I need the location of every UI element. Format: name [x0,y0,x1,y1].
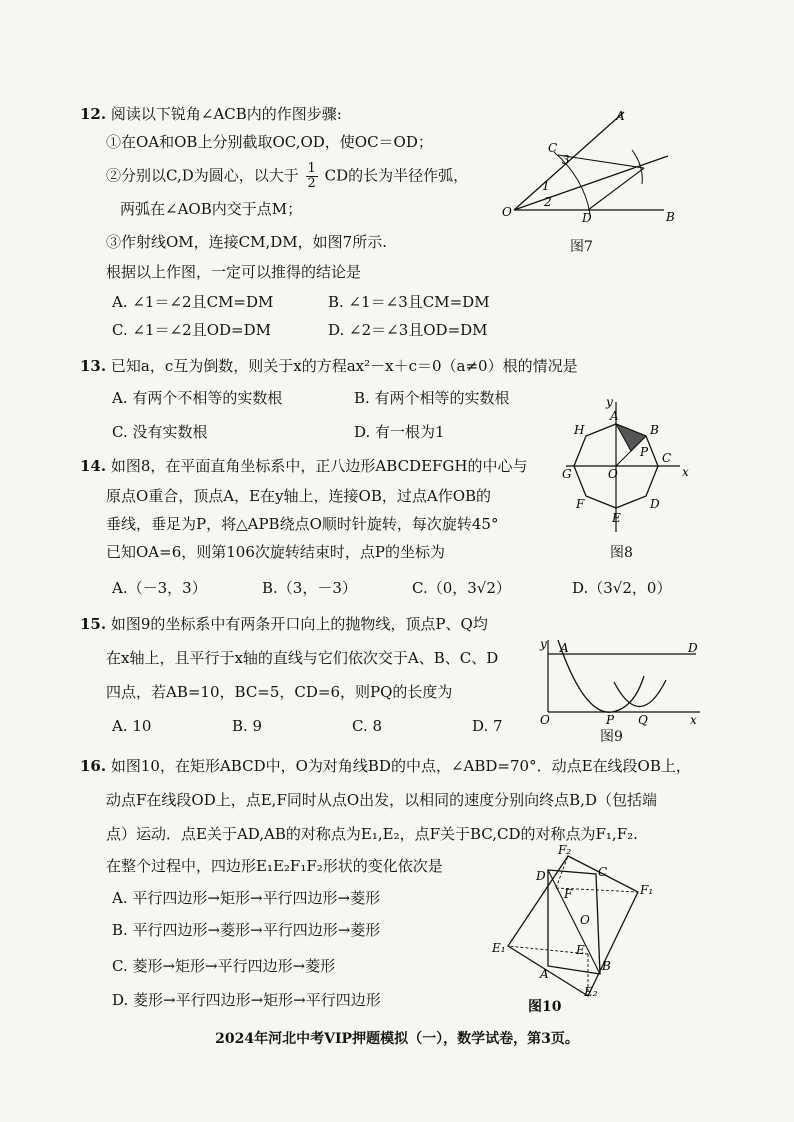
fig10-label-d: D [536,869,546,883]
fig8-label-d: D [650,497,660,511]
fig8-label-a: A [610,409,619,423]
fig7-label-1: 1 [542,179,550,193]
q14-line4: 已知OA=6，则第106次旋转结束时，点P的坐标为 [106,543,445,561]
q15-number: 15. [80,615,107,633]
fig8-caption: 图8 [610,545,633,561]
fig10-label-e2: E₂ [584,985,598,999]
figure-9 [540,636,706,730]
q12-stem [80,104,342,124]
q12-step2-b: CD的长为半径作弧， [324,166,469,185]
q16-option-b: B. 平行四边形→菱形→平行四边形→菱形 [112,921,381,939]
q12-fraction-num: 1 [307,161,316,176]
q12-number: 12. [80,105,107,123]
q14-line1 [80,456,528,476]
fig10-label-c: C [598,865,608,879]
q14-line1-text: 如图8，在平面直角坐标系中，正八边形ABCDEFGH的中心与 [110,457,528,475]
q12-option-a: A. ∠1＝∠2且CM=DM [112,293,274,311]
fig8-label-g: G [562,467,572,481]
q15-option-d: D. 7 [472,717,503,735]
q12-step3: ③作射线OM，连接CM,DM，如图7所示. [106,233,387,251]
q12-step2 [106,162,468,191]
q12-step1: ①在OA和OB上分别截取OC,OD，使OC＝OD； [106,133,433,151]
q14-option-c: C.（0，3√2） [412,579,511,597]
q13-option-b: B. 有两个相等的实数根 [354,389,510,407]
fig9-label-o: O [540,713,550,727]
fig9-label-y: y [540,637,547,651]
fig8-label-e: E [612,511,621,525]
q15-option-c: C. 8 [352,717,383,735]
fig9-label-d: D [688,641,698,655]
q12-step2c: 两弧在∠AOB内交于点M； [120,200,303,218]
q15-line1 [80,614,488,634]
q14-number: 14. [80,457,107,475]
fig8-label-o: O [608,467,618,481]
q13-stem [80,356,578,376]
fig8-label-c: C [662,451,672,465]
fig8-label-x: x [682,465,689,479]
fig7-label-o: O [502,205,512,219]
q16-line3: 点）运动．点E关于AD,AB的对称点为E₁,E₂，点F关于BC,CD的对称点为F₁,F₂. [106,825,638,843]
q13-number: 13. [80,357,107,375]
q13-stem-text: 已知a，c互为倒数，则关于x的方程ax²－x＋c＝0（a≠0）根的情况是 [110,357,578,375]
q16-line4: 在整个过程中，四边形E₁E₂F₁F₂形状的变化依次是 [106,857,443,875]
fig10-label-f1: F₁ [640,883,654,897]
fig10-label-f2: F₂ [558,843,572,857]
fig8-label-b: B [650,423,659,437]
fig8-label-p: P [640,445,649,459]
fig10-label-b: B [602,959,611,973]
fig10-label-a: A [540,967,549,981]
q15-line2: 在x轴上，且平行于x轴的直线与它们依次交于A、B、C、D [106,649,499,667]
fig9-label-p: P [606,713,615,727]
fig8-label-y: y [606,395,613,409]
q13-option-c: C. 没有实数根 [112,423,208,441]
fig7-label-c: C [548,141,558,155]
q12-step2-a: ②分别以C,D为圆心，以大于 [106,166,299,185]
q16-line2: 动点F在线段OD上，点E,F同时从点O出发，以相同的速度分别向终点B,D（包括端 [106,791,657,809]
q16-option-c: C. 菱形→矩形→平行四边形→菱形 [112,957,336,975]
q15-option-b: B. 9 [232,717,263,735]
q16-number: 16. [80,757,107,775]
fig7-label-2: 2 [544,195,552,209]
fig7-label-a: A [616,109,625,123]
figure-7 [496,108,686,226]
figure-8 [562,395,689,536]
fig10-label-o: O [580,913,590,927]
fig10-label-e: E [576,943,585,957]
q12-option-d: D. ∠2＝∠3且OD=DM [328,321,488,339]
q15-line3: 四点，若AB=10，BC=5，CD=6，则PQ的长度为 [106,683,453,701]
q16-option-d: D. 菱形→平行四边形→矩形→平行四边形 [112,991,381,1009]
q16-line1-text: 如图10，在矩形ABCD中，O为对角线BD的中点，∠ABD=70°．动点E在线段OB上， [110,757,691,775]
fig9-label-a: A [560,641,569,655]
fig7-label-d: D [582,211,592,225]
fig9-label-x: x [690,713,697,727]
q12-option-c: C. ∠1＝∠2且OD=DM [112,321,271,339]
q14-line2: 原点O重合，顶点A，E在y轴上，连接OB，过点A作OB的 [106,487,492,505]
q12-fraction-den: 2 [307,176,316,191]
q12-option-b: B. ∠1＝∠3且CM=DM [328,293,490,311]
q15-option-a: A. 10 [112,717,152,735]
fig7-label-b: B [666,210,675,224]
q12-stem-text: 阅读以下锐角∠ACB内的作图步骤: [110,105,342,123]
q14-line3: 垂线，垂足为P，将△APB绕点O顺时针旋转，每次旋转45° [106,515,499,533]
q16-option-a: A. 平行四边形→矩形→平行四边形→菱形 [112,889,381,907]
fig10-label-f: F [564,887,573,901]
fig7-label-3: 3 [562,153,570,167]
q14-option-d: D.（3√2，0） [572,579,672,597]
fig8-label-h: H [574,423,585,437]
figure-10 [488,843,688,1002]
q14-option-a: A.（－3，3） [112,579,207,597]
fig7-caption: 图7 [570,239,593,255]
fig10-caption: 图10 [528,999,562,1015]
fig8-label-f: F [576,497,585,511]
fig10-label-e1: E₁ [492,941,506,955]
page-footer: 2024年河北中考VIP押题模拟（一），数学试卷，第3页。 [215,1031,579,1047]
q15-line1-text: 如图9的坐标系中有两条开口向上的抛物线，顶点P、Q均 [110,615,488,633]
fig9-caption: 图9 [600,729,623,745]
q16-line1 [80,756,691,776]
q14-option-b: B.（3，－3） [262,579,357,597]
q12-ask: 根据以上作图，一定可以推得的结论是 [106,263,362,281]
q13-option-a: A. 有两个不相等的实数根 [112,389,283,407]
q13-option-d: D. 有一根为1 [354,423,445,441]
fig9-label-q: Q [638,713,648,727]
q12-fraction [306,162,318,191]
